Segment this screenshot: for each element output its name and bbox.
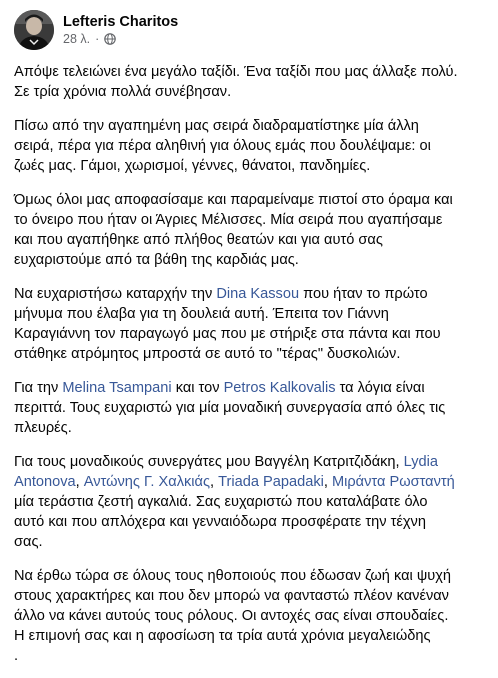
text-run: και τον [171, 380, 224, 396]
text-line: στάθηκε ατρόμητος μπροστά σε αυτό το "τέρας" δυσκολιών. [14, 346, 401, 362]
paragraph-5 [14, 378, 486, 438]
text-line: Απόψε τελειώνει ένα μεγάλο ταξίδι. Ένα ταξίδι που μας άλλαξε πολύ. [14, 64, 458, 80]
text-line: αυτό και που απλόχερα και γενναιόδωρα προσφέρατε την τέχνη [14, 514, 426, 530]
text-line: Η επιμονή σας και η αφοσίωση τα τρία αυτά χρόνια μεγαλειώδης [14, 628, 431, 644]
text-line: Πίσω από την αγαπημένη μας σειρά διαδραματίστηκε μία άλλη [14, 118, 419, 134]
mention-lydia-antonova[interactable]: Lydia [403, 454, 439, 470]
text-run: Να ευχαριστήσω καταρχήν την [14, 286, 217, 302]
post-body [14, 62, 486, 678]
text-run: , [323, 474, 332, 490]
text-line: Καραγιάννη τον παραγωγό μας που με στήριξε στα πάντα και που [14, 326, 441, 342]
text-line: σειρά, πέρα για πέρα αληθινή για όλους εμάς που δουλέψαμε: οι [14, 138, 431, 154]
post-timestamp[interactable]: 28 λ. [63, 31, 91, 46]
text-run: , [210, 474, 219, 490]
text-line: το όνειρο που ήταν οι Άγριες Μέλισσες. Μία σειρά που αγαπήσαμε [14, 212, 443, 228]
paragraph-4 [14, 284, 486, 364]
paragraph-7 [14, 566, 486, 666]
text-run: Για την [14, 380, 63, 396]
text-run: που ήταν το πρώτο [299, 286, 428, 302]
mention-triada-papadaki[interactable]: Triada Papadaki [218, 474, 324, 490]
mention-dina-kassou[interactable]: Dina Kassou [216, 286, 300, 302]
mention-miranta-rostanti[interactable]: Μιράντα Ρωσταντή [331, 474, 455, 490]
globe-icon[interactable] [104, 33, 116, 45]
paragraph-6 [14, 452, 486, 552]
text-line: ευχαριστούμε από τα βάθη της καρδιάς μας. [14, 252, 299, 268]
text-run: τα λόγια είναι [335, 380, 425, 396]
paragraph-1 [14, 62, 486, 102]
paragraph-3 [14, 190, 486, 270]
mention-petros-kalkovalis[interactable]: Petros Kalkovalis [223, 380, 336, 396]
paragraph-2 [14, 116, 486, 176]
text-line: και που αγαπήθηκε από πλήθος θεατών και για αυτό σας [14, 232, 383, 248]
text-line: σας. [14, 534, 43, 550]
text-line: μία τεράστια ζεστή αγκαλιά. Σας ευχαριστώ που καταλάβατε όλο [14, 494, 428, 510]
text-run: Για τους μοναδικούς συνεργάτες μου Βαγγέλη Κατριτζιδάκη, [14, 454, 404, 470]
mention-lydia-antonova[interactable]: Antonova [14, 474, 76, 490]
author-name[interactable]: Lefteris Charitos [63, 13, 179, 30]
mention-melina-tsampani[interactable]: Melina Tsampani [62, 380, 172, 396]
mention-antonis-chalkias[interactable]: Αντώνης Γ. Χαλκιάς [83, 474, 211, 490]
text-line [14, 378, 486, 398]
text-line: πλευρές. [14, 420, 72, 436]
meta-separator: · [95, 31, 100, 46]
text-line: μήνυμα που έλαβα για τη δουλειά αυτή. Έπειτα τον Γιάννη [14, 306, 389, 322]
author-avatar[interactable] [14, 10, 54, 50]
post-meta [63, 31, 178, 48]
post-header [14, 8, 178, 52]
text-line [14, 284, 486, 304]
text-line: ζωές μας. Γάμοι, χωρισμοί, γέννες, θάνατοι, πανδημίες. [14, 158, 371, 174]
text-line: άλλο να κάνει αυτούς τους ρόλους. Οι αντοχές σας είναι σπουδαίες. [14, 608, 449, 624]
avatar-photo [14, 10, 54, 50]
text-run: , [75, 474, 84, 490]
text-line: στους χαρακτήρες και που δεν μπορώ να φανταστώ πλέον κανέναν [14, 588, 449, 604]
text-line: Όμως όλοι μας αποφασίσαμε και παραμείναμε πιστοί στο όραμα και [14, 192, 453, 208]
text-line [14, 472, 486, 492]
text-line: . [14, 648, 19, 664]
text-line: Να έρθω τώρα σε όλους τους ηθοποιούς που έδωσαν ζωή και ψυχή [14, 568, 451, 584]
text-line [14, 452, 486, 472]
text-line: Σε τρία χρόνια πολλά συνέβησαν. [14, 84, 232, 100]
text-line: περιττά. Τους ευχαριστώ για μία μοναδική συνεργασία από όλες τις [14, 400, 446, 416]
